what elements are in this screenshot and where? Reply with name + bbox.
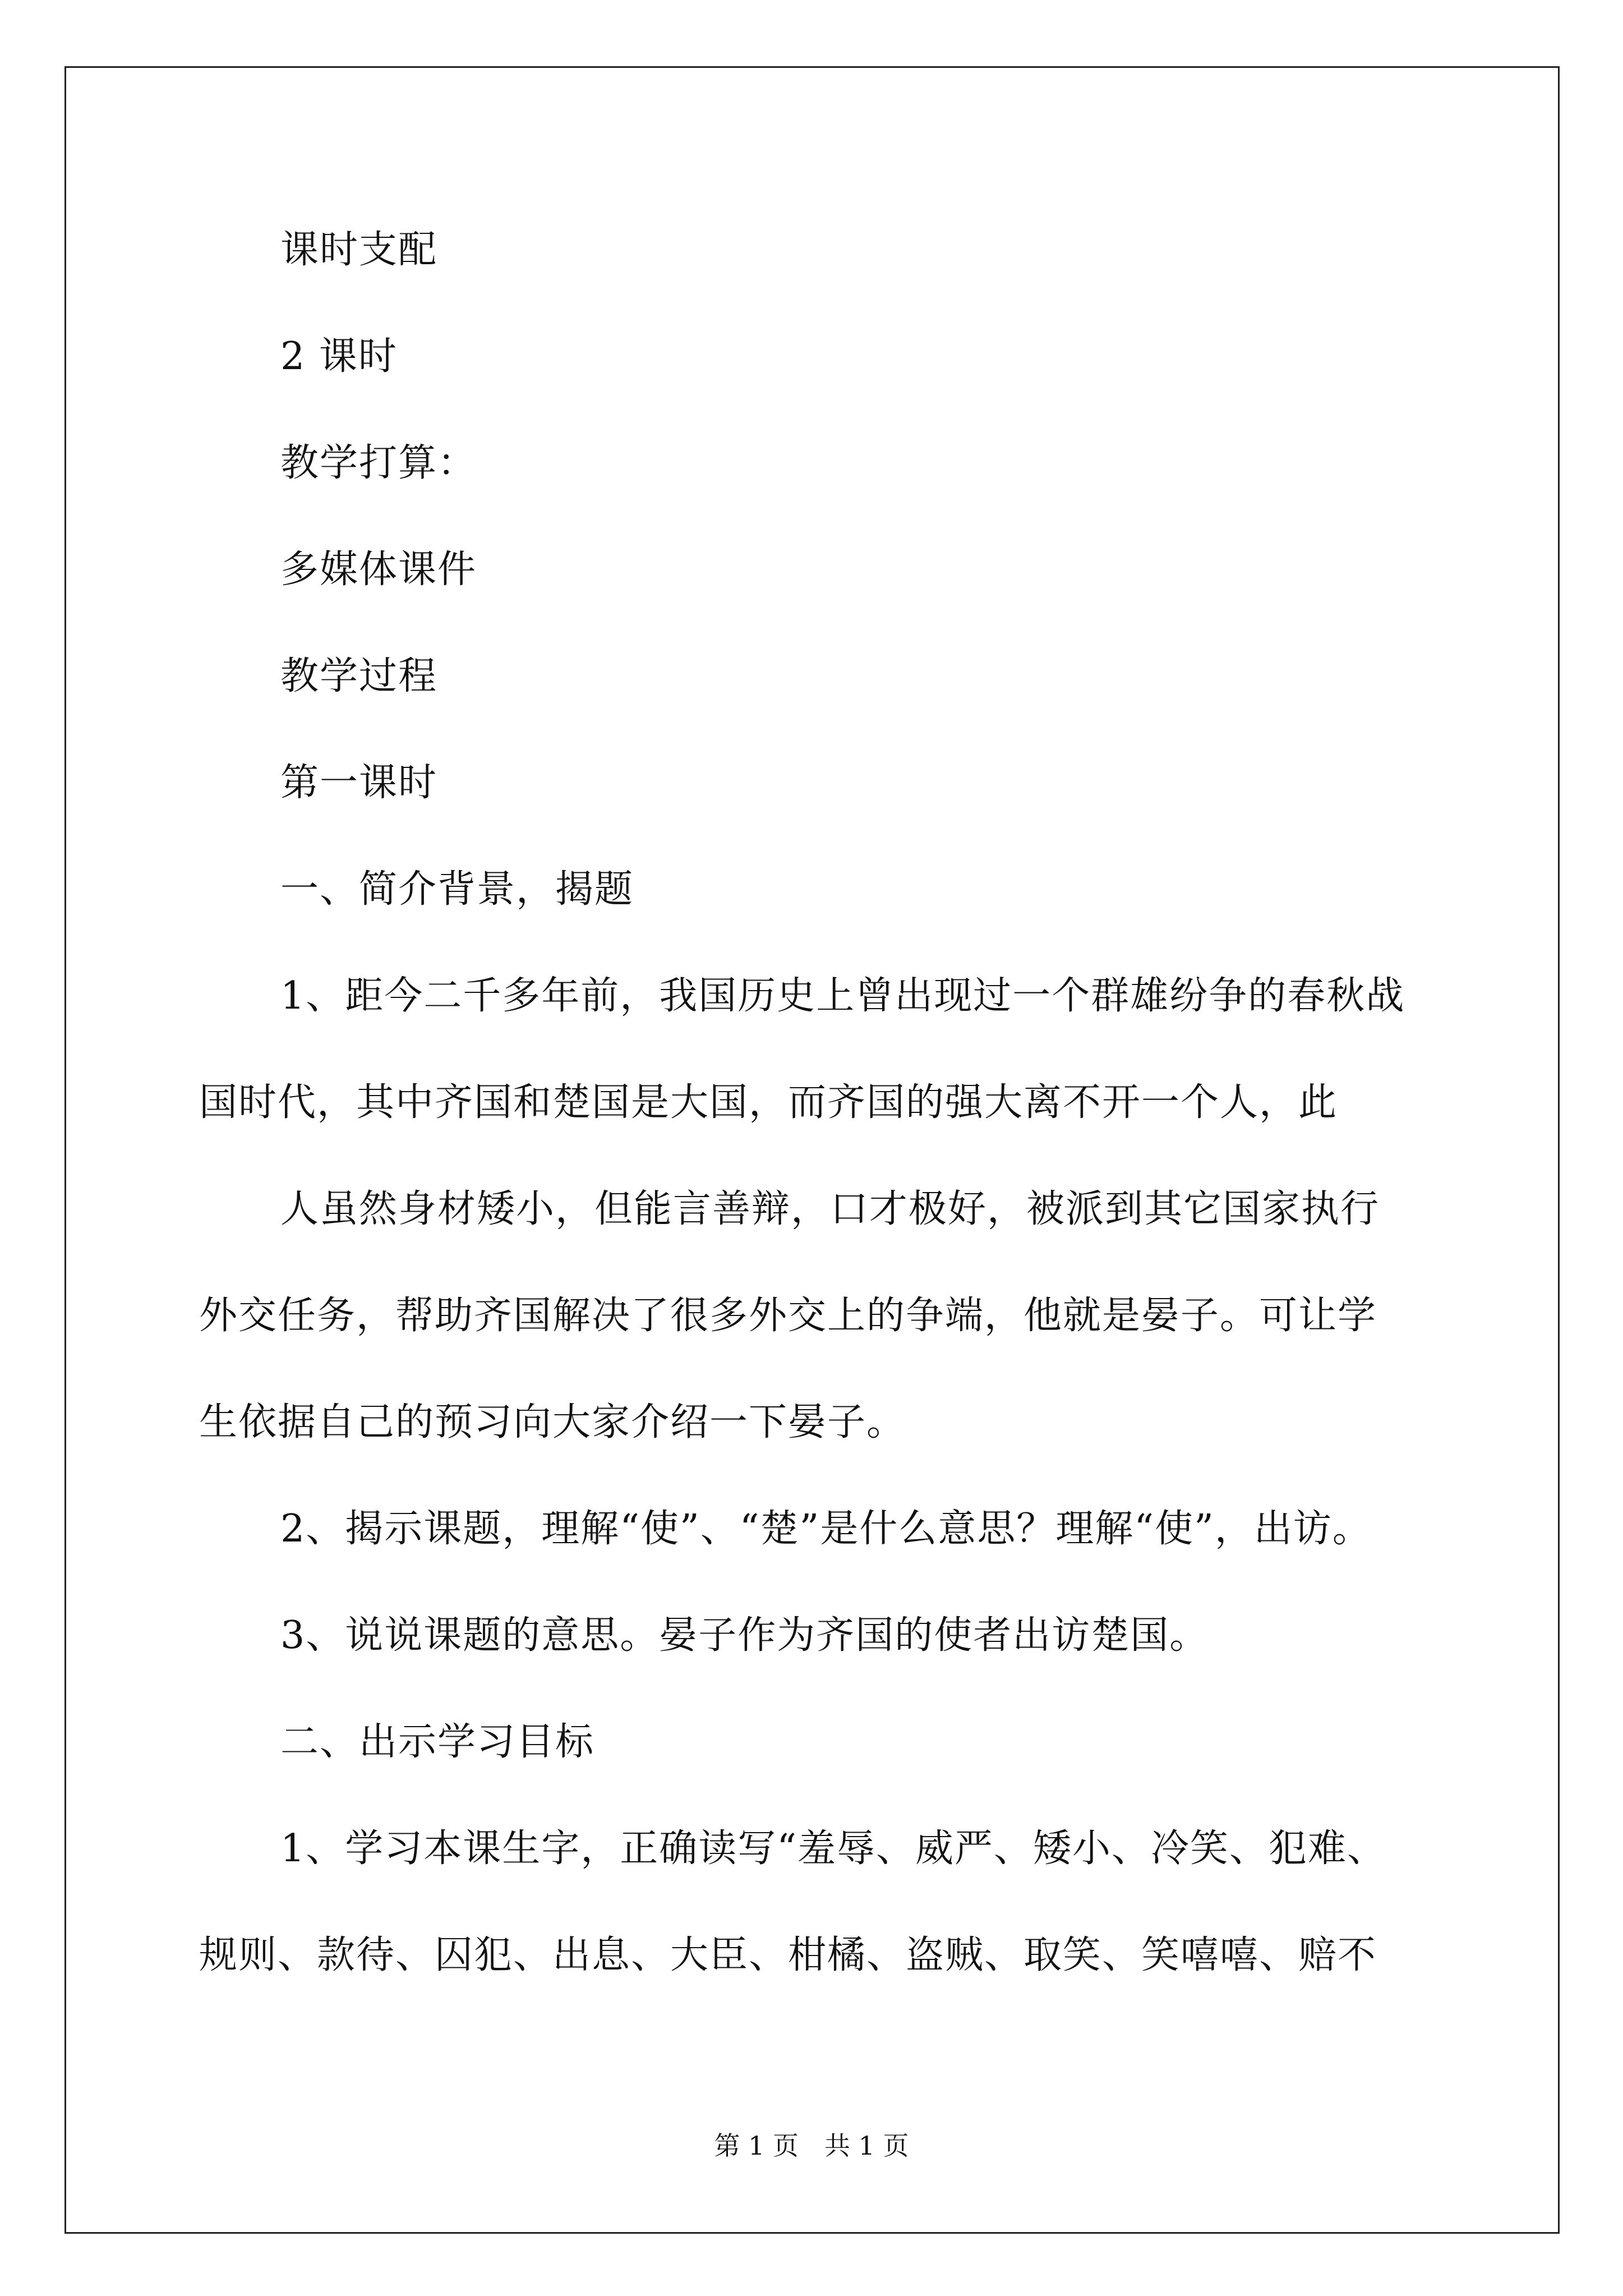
text-line: 3、说说课题的意思。晏子作为齐国的使者出访楚国。 xyxy=(280,1613,1209,1658)
text-line: 一、简介背景，揭题 xyxy=(280,867,634,912)
text-line: 教学过程 xyxy=(280,654,438,698)
text-line: 1、学习本课生字，正确读写“羞辱、威严、矮小、冷笑、犯难、 xyxy=(280,1826,1387,1871)
text-line: 外交任务，帮助齐国解决了很多外交上的争端，他就是晏子。可让学 xyxy=(199,1294,1377,1338)
text-line: 生依据自己的预习向大家介绍一下晏子。 xyxy=(199,1400,906,1444)
text-line: 二、出示学习目标 xyxy=(280,1720,595,1764)
text-line: 2 课时 xyxy=(280,334,398,379)
text-line: 第一课时 xyxy=(280,761,438,805)
text-line: 多媒体课件 xyxy=(280,547,477,592)
text-line: 规则、款待、囚犯、出息、大臣、柑橘、盗贼、取笑、笑嘻嘻、赔不 xyxy=(199,1933,1377,1977)
text-line: 2、揭示课题，理解“使”、“楚”是什么意思？理解“使”，出访。 xyxy=(280,1507,1372,1551)
text-line: 国时代，其中齐国和楚国是大国，而齐国的强大离不开一个人，此 xyxy=(199,1080,1338,1125)
text-line: 1、距今二千多年前，我国历史上曾出现过一个群雄纷争的春秋战 xyxy=(280,974,1405,1018)
text-line: 教学打算： xyxy=(280,441,477,485)
page-border xyxy=(64,66,1560,2234)
text-line: 人虽然身材矮小，但能言善辩，口才极好，被派到其它国家执行 xyxy=(280,1187,1380,1231)
page-number-footer: 第 1 页 共 1 页 xyxy=(714,2131,909,2161)
text-line: 课时支配 xyxy=(280,228,438,272)
